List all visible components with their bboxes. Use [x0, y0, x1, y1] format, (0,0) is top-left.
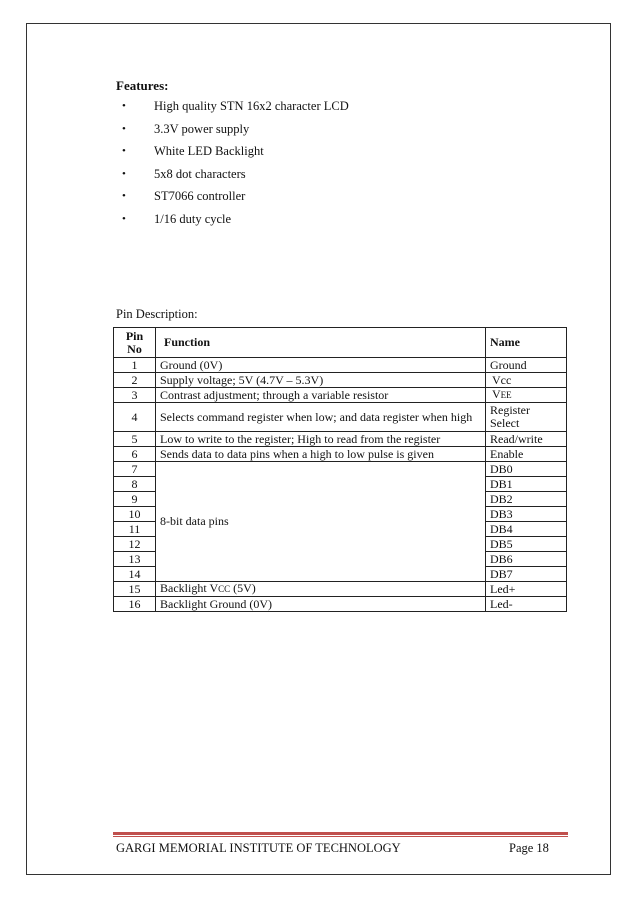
pin-number: 3: [114, 388, 156, 403]
pin-function: Low to write to the register; High to read from the register: [156, 432, 486, 447]
page-number: Page 18: [509, 841, 549, 855]
pin-number: 9: [114, 492, 156, 507]
pin-name: VEE: [486, 388, 567, 403]
function-header: Function: [156, 328, 486, 358]
pin-name: Led+: [486, 582, 567, 597]
name-header: Name: [486, 328, 567, 358]
pin-number: 13: [114, 552, 156, 567]
pin-number: 10: [114, 507, 156, 522]
list-item: • 5x8 dot characters: [122, 166, 246, 181]
table-row: [114, 388, 567, 403]
pin-name: Enable: [486, 447, 567, 462]
table-row: [114, 597, 567, 612]
pin-name: DB3: [486, 507, 567, 522]
list-item: • ST7066 controller: [122, 189, 246, 204]
table-row: [114, 447, 567, 462]
pin-number: 2: [114, 373, 156, 388]
pin-number: 11: [114, 522, 156, 537]
pin-name: Read/write: [486, 432, 567, 447]
pin-name: DB1: [486, 477, 567, 492]
list-item: • White LED Backlight: [122, 144, 264, 159]
pin-function: Supply voltage; 5V (4.7V – 5.3V): [156, 373, 486, 388]
features-heading: Features:: [116, 78, 169, 93]
bullet-icon: •: [122, 145, 126, 158]
table-row: [114, 432, 567, 447]
bullet-icon: •: [122, 212, 126, 225]
pin-description-heading: Pin Description:: [116, 307, 198, 321]
list-item: • High quality STN 16x2 character LCD: [122, 99, 349, 113]
pin-name: Ground: [486, 358, 567, 373]
pin-function: Backlight Ground (0V): [156, 597, 486, 612]
pin-name: DB4: [486, 522, 567, 537]
bullet-icon: •: [122, 100, 126, 112]
table-row: [114, 462, 567, 477]
bullet-icon: •: [122, 167, 126, 180]
pin-number: 6: [114, 447, 156, 462]
pin-number: 12: [114, 537, 156, 552]
bullet-icon: •: [122, 190, 126, 203]
pin-function: Sends data to data pins when a high to low pulse is given: [156, 447, 486, 462]
pin-number: 5: [114, 432, 156, 447]
pin-name: Led-: [486, 597, 567, 612]
table-row: [114, 403, 567, 432]
table-row: [114, 373, 567, 388]
pin-function: Backlight VCC (5V): [156, 582, 486, 597]
pin-name: DB5: [486, 537, 567, 552]
pin-number: 7: [114, 462, 156, 477]
table-row: [114, 582, 567, 597]
pin-name: DB6: [486, 552, 567, 567]
pin-name: Register Select: [486, 403, 567, 432]
pin-name: Vcc: [486, 373, 567, 388]
data-pins-function: 8-bit data pins: [156, 462, 486, 582]
pin-name: DB0: [486, 462, 567, 477]
pin-number: 8: [114, 477, 156, 492]
features-list: [116, 98, 349, 234]
pin-number-header: Pin No: [114, 328, 156, 358]
pin-number: 14: [114, 567, 156, 582]
pin-number: 15: [114, 582, 156, 597]
table-row: [114, 358, 567, 373]
list-item: • 3.3V power supply: [122, 121, 250, 136]
footer-divider: [113, 832, 568, 835]
table-header-row: [114, 328, 567, 358]
bullet-icon: •: [122, 122, 126, 135]
pin-name: DB2: [486, 492, 567, 507]
pin-number: 16: [114, 597, 156, 612]
list-item: • 1/16 duty cycle: [122, 211, 232, 226]
pin-name: DB7: [486, 567, 567, 582]
pin-function: Selects command register when low; and data register when high: [156, 403, 486, 432]
footer-divider-thin: [113, 836, 568, 837]
pin-number: 4: [114, 403, 156, 432]
pin-function: Contrast adjustment; through a variable resistor: [156, 388, 486, 403]
pin-description-table: [113, 327, 567, 612]
pin-function: Ground (0V): [156, 358, 486, 373]
footer-institute: GARGI MEMORIAL INSTITUTE OF TECHNOLOGY: [116, 841, 401, 855]
pin-number: 1: [114, 358, 156, 373]
